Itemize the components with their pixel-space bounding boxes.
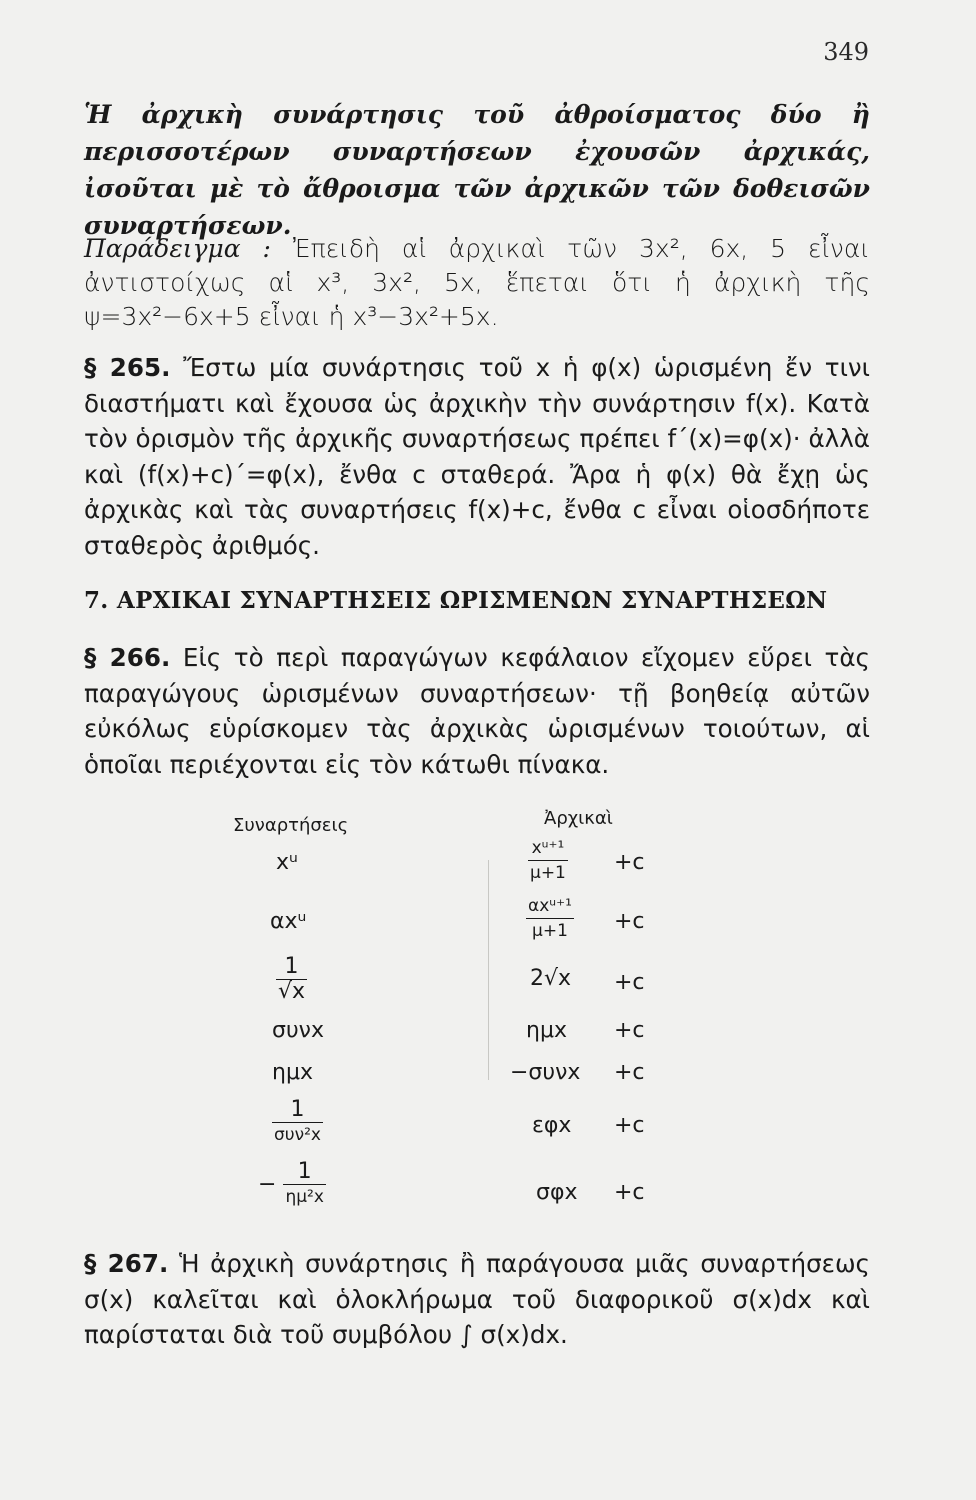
example-label: Παράδειγμα : (84, 234, 271, 263)
plus-c: +c (614, 970, 645, 995)
denominator: μ+1 (530, 863, 566, 883)
example-text: Ἐπειδὴ αἱ ἀρχικαὶ τῶν 3x², 6x, 5 εἶναι ἀντιστοίχως αἱ x³, 3x², 5x, ἕπεται ὅτι ἡ ἀρχικὴ τῆς ψ=3x²−6x+5 εἶναι ἡ x³−3x²+5x. (84, 234, 870, 331)
function-cell (276, 955, 307, 1004)
section-265-text: Ἔστω μία συνάρτησις τοῦ x ἡ φ(x) ὡρισμένη ἔν τινι διαστήματι καὶ ἔχουσα ὡς ἀρχικὴν τὴν συνάρτησιν f(x). Κατὰ τὸν ὁρισμὸν τῆς ἀρχικῆς συναρτήσεως πρέπει f΄(x)=φ(x)· ἀλλὰ καὶ (f(x)+c)΄=φ(x), ἔνθα c σταθερά. Ἄρα ἡ φ(x) θὰ ἔχῃ ὡς ἀρχικὰς καὶ τὰς συναρτήσεις f(x)+c, ἔνθα c εἶναι οἱοσδήποτε σταθερὸς ἀριθμός. (84, 353, 870, 560)
theorem-paragraph: Ἡ ἀρχικὴ συνάρτησις τοῦ ἀθροίσματος δύο ἢ περισσοτέρων συναρτήσεων ἐχουσῶν ἀρχικάς, ἰσοῦται μὲ τὸ ἄθροισμα τῶν ἀρχικῶν τῶν δοθεισῶν συναρτήσεων. (84, 100, 870, 240)
primitive-cell: −συνx (510, 1060, 581, 1085)
minus-sign: − (258, 1172, 277, 1197)
section-266-text: Εἰς τὸ περὶ παραγώγων κεφάλαιον εἴχομεν εὕρει τὰς παραγώγους ὡρισμένων συναρτήσεων· τῇ βοηθείᾳ αὐτῶν εὐκόλως εὑρίσκομεν τὰς ἀρχικὰς ὡρισμένων τοιούτων, αἱ ὁποῖαι περιέχονται εἰς τὸν κάτωθι πίνακα. (84, 643, 870, 779)
plus-c: +c (614, 1060, 645, 1085)
section-266 (84, 640, 870, 782)
function-cell (258, 1160, 326, 1209)
section-heading: 7. ΑΡΧΙΚΑΙ ΣΥΝΑΡΤΗΣΕΙΣ ΩΡΙΣΜΕΝΩΝ ΣΥΝΑΡΤΗΣΕΩΝ (84, 587, 828, 614)
table-divider (488, 860, 489, 1080)
table-header-functions: Συναρτήσεις (233, 815, 349, 836)
numerator: 1 (276, 955, 307, 980)
plus-c: +c (614, 909, 645, 934)
fraction (276, 955, 307, 1004)
section-265 (84, 350, 870, 563)
fraction (528, 836, 568, 885)
primitive-cell: 2√x (530, 966, 572, 991)
primitive-cell (528, 836, 568, 885)
primitive-cell: ημx (526, 1018, 567, 1043)
function-cell: αxᵘ (270, 909, 307, 934)
denominator: √x (278, 979, 306, 1004)
numerator: xᵘ⁺¹ (528, 836, 568, 861)
table-header-primitives: Ἀρχικαὶ (544, 808, 613, 829)
plus-c: +c (614, 1113, 645, 1138)
fraction (283, 1160, 325, 1209)
primitive-cell (526, 894, 574, 943)
section-267 (84, 1246, 870, 1353)
denominator: συν²x (274, 1125, 321, 1145)
numerator: 1 (283, 1160, 325, 1185)
function-cell: ημx (272, 1060, 313, 1085)
function-cell: συνx (272, 1018, 324, 1043)
function-cell: xᵘ (276, 850, 298, 875)
example-paragraph (84, 232, 870, 334)
function-cell (272, 1098, 323, 1147)
plus-c: +c (614, 1180, 645, 1205)
plus-c: +c (614, 1018, 645, 1043)
section-267-number: § 267. (84, 1249, 169, 1278)
primitive-cell: σφx (536, 1180, 578, 1205)
section-266-number: § 266. (84, 643, 171, 672)
numerator: αxᵘ⁺¹ (526, 894, 574, 919)
fraction (526, 894, 574, 943)
section-267-text: Ἡ ἀρχικὴ συνάρτησις ἢ παράγουσα μιᾶς συναρτήσεως σ(x) καλεῖται καὶ ὁλοκλήρωμα τοῦ διαφορικοῦ σ(x)dx καὶ παρίσταται διὰ τοῦ συμβόλου ∫ σ(x)dx. (84, 1249, 870, 1349)
denominator: μ+1 (532, 921, 568, 941)
plus-c: +c (614, 850, 645, 875)
primitive-cell: εφx (532, 1113, 572, 1138)
section-265-number: § 265. (84, 353, 171, 382)
page-number: 349 (823, 38, 869, 66)
denominator: ημ²x (285, 1187, 324, 1207)
fraction (272, 1098, 323, 1147)
numerator: 1 (272, 1098, 323, 1123)
